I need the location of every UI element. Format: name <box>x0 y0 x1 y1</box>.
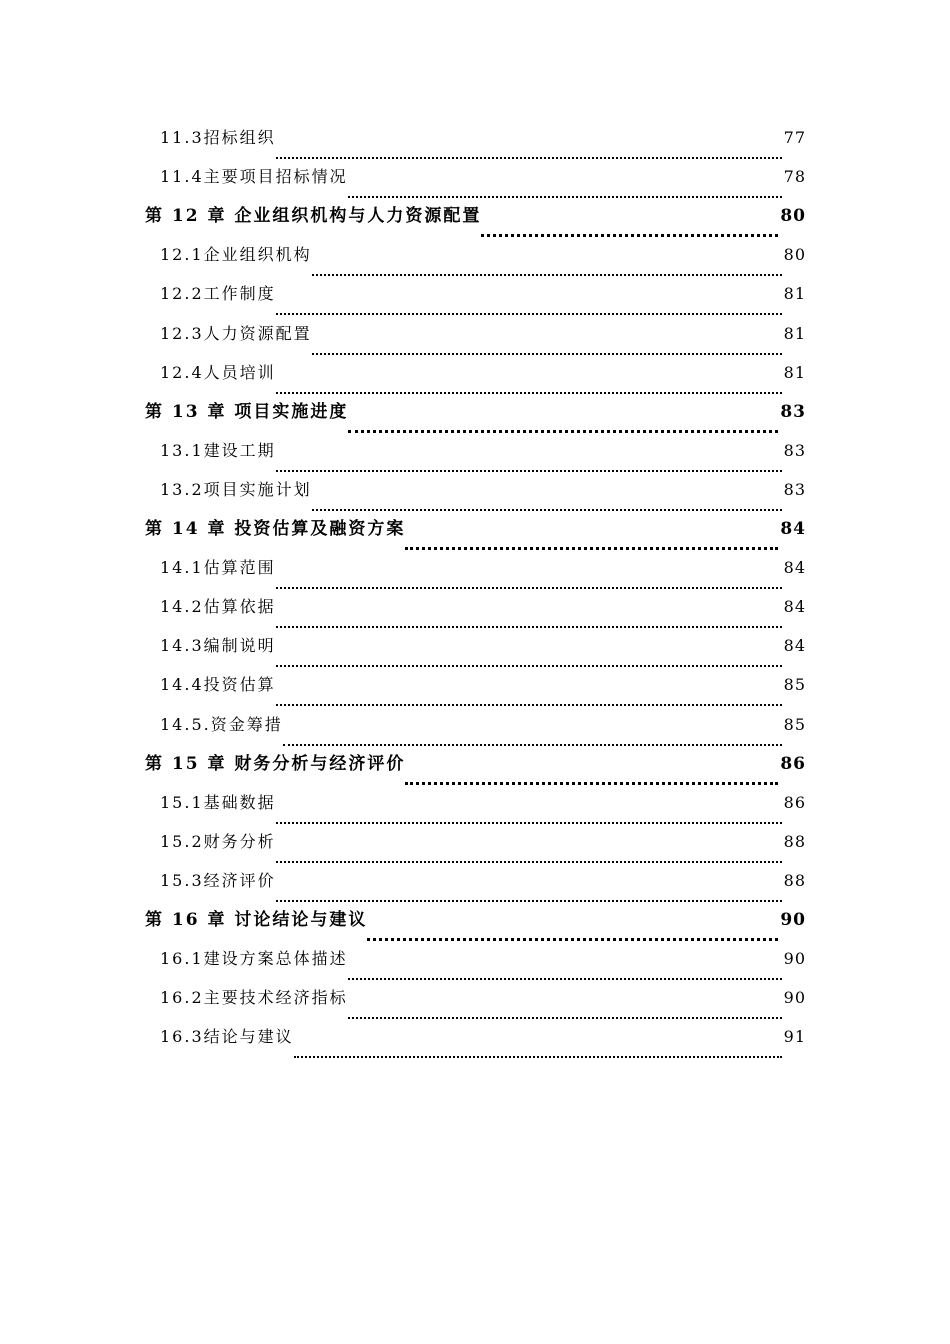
toc-section-entry[interactable] <box>160 1026 806 1065</box>
toc-dot-leader <box>348 196 782 198</box>
toc-dot-leader <box>312 509 782 511</box>
toc-section-entry[interactable] <box>160 127 806 166</box>
toc-entry-title: 12.3人力资源配置 <box>160 324 312 343</box>
toc-chapter-entry[interactable] <box>145 205 806 244</box>
toc-entry-title: 13.2项目实施计划 <box>160 480 312 499</box>
toc-page-number: 90 <box>783 988 806 1007</box>
toc-section-entry[interactable] <box>160 674 806 713</box>
toc-dot-leader <box>405 547 778 550</box>
toc-entry-title: 11.4主要项目招标情况 <box>160 167 348 186</box>
toc-dot-leader <box>405 782 778 785</box>
toc-entry-title: 15.2财务分析 <box>160 832 276 851</box>
toc-section-entry[interactable] <box>160 987 806 1026</box>
toc-page-number: 90 <box>780 910 806 930</box>
toc-page-number: 81 <box>783 363 806 382</box>
toc-page-number: 77 <box>783 128 806 147</box>
toc-section-entry[interactable] <box>160 714 806 753</box>
toc-dot-leader <box>276 470 782 472</box>
toc-dot-leader <box>276 704 782 706</box>
toc-section-entry[interactable] <box>160 948 806 987</box>
toc-entry-title: 11.3招标组织 <box>160 128 276 147</box>
toc-chapter-entry[interactable] <box>145 909 806 948</box>
toc-page-number: 85 <box>783 675 806 694</box>
toc-section-entry[interactable] <box>160 362 806 401</box>
toc-section-entry[interactable] <box>160 323 806 362</box>
toc-dot-leader <box>312 274 782 276</box>
toc-page-number: 91 <box>783 1027 806 1046</box>
toc-page-number: 84 <box>780 519 806 539</box>
toc-dot-leader <box>283 744 782 746</box>
toc-section-entry[interactable] <box>160 870 806 909</box>
toc-chapter-entry[interactable] <box>145 518 806 557</box>
toc-chapter-entry[interactable] <box>145 753 806 792</box>
toc-entry-title: 14.3编制说明 <box>160 636 276 655</box>
toc-page-number: 83 <box>780 402 806 422</box>
toc-entry-title: 12.4人员培训 <box>160 363 276 382</box>
toc-entry-title: 第 16 章 讨论结论与建议 <box>145 910 368 930</box>
toc-section-entry[interactable] <box>160 283 806 322</box>
toc-page-number: 83 <box>783 480 806 499</box>
toc-dot-leader <box>294 1056 782 1058</box>
toc-entry-title: 15.3经济评价 <box>160 871 276 890</box>
toc-dot-leader <box>276 861 782 863</box>
toc-page-number: 88 <box>783 871 806 890</box>
toc-section-entry[interactable] <box>160 792 806 831</box>
toc-entry-title: 第 13 章 项目实施进度 <box>145 402 349 422</box>
toc-entry-title: 14.4投资估算 <box>160 675 276 694</box>
toc-dot-leader <box>276 587 782 589</box>
toc-entry-title: 第 14 章 投资估算及融资方案 <box>145 519 406 539</box>
toc-dot-leader <box>276 900 782 902</box>
toc-dot-leader <box>348 1017 782 1019</box>
toc-entry-title: 12.2工作制度 <box>160 284 276 303</box>
toc-dot-leader <box>276 392 782 394</box>
toc-page-number: 90 <box>783 949 806 968</box>
toc-dot-leader <box>348 430 778 433</box>
toc-entry-title: 16.2主要技术经济指标 <box>160 988 348 1007</box>
toc-page-number: 80 <box>780 206 806 226</box>
toc-page-number: 84 <box>783 597 806 616</box>
toc-section-entry[interactable] <box>160 596 806 635</box>
toc-entry-title: 15.1基础数据 <box>160 793 276 812</box>
toc-entry-title: 14.5.资金筹措 <box>160 715 283 734</box>
toc-section-entry[interactable] <box>160 244 806 283</box>
toc-page-number: 88 <box>783 832 806 851</box>
toc-section-entry[interactable] <box>160 635 806 674</box>
toc-page-number: 78 <box>783 167 806 186</box>
toc-page-number: 84 <box>783 636 806 655</box>
toc-page-number: 86 <box>780 754 806 774</box>
toc-page-number: 83 <box>783 441 806 460</box>
toc-section-entry[interactable] <box>160 831 806 870</box>
toc-dot-leader <box>312 353 782 355</box>
toc-dot-leader <box>276 822 782 824</box>
toc-page-number: 81 <box>783 324 806 343</box>
toc-entry-title: 16.1建设方案总体描述 <box>160 949 348 968</box>
toc-dot-leader <box>367 938 778 941</box>
toc-page-number: 80 <box>783 245 806 264</box>
toc-page-number: 86 <box>783 793 806 812</box>
toc-section-entry[interactable] <box>160 479 806 518</box>
toc-chapter-entry[interactable] <box>145 401 806 440</box>
toc-section-entry[interactable] <box>160 440 806 479</box>
toc-dot-leader <box>276 157 782 159</box>
toc-entry-title: 12.1企业组织机构 <box>160 245 312 264</box>
toc-section-entry[interactable] <box>160 166 806 205</box>
toc-page-number: 84 <box>783 558 806 577</box>
toc-page-number: 81 <box>783 284 806 303</box>
toc-dot-leader <box>276 313 782 315</box>
toc-dot-leader <box>276 626 782 628</box>
toc-section-entry[interactable] <box>160 557 806 596</box>
toc-entry-title: 第 12 章 企业组织机构与人力资源配置 <box>145 206 482 226</box>
toc-dot-leader <box>348 978 782 980</box>
toc-dot-leader <box>481 234 778 237</box>
toc-entry-title: 13.1建设工期 <box>160 441 276 460</box>
toc-entry-title: 14.2估算依据 <box>160 597 276 616</box>
toc-page-number: 85 <box>783 715 806 734</box>
toc-dot-leader <box>276 665 782 667</box>
toc-entry-title: 16.3结论与建议 <box>160 1027 294 1046</box>
toc-entry-title: 14.1估算范围 <box>160 558 276 577</box>
toc-entry-title: 第 15 章 财务分析与经济评价 <box>145 754 406 774</box>
